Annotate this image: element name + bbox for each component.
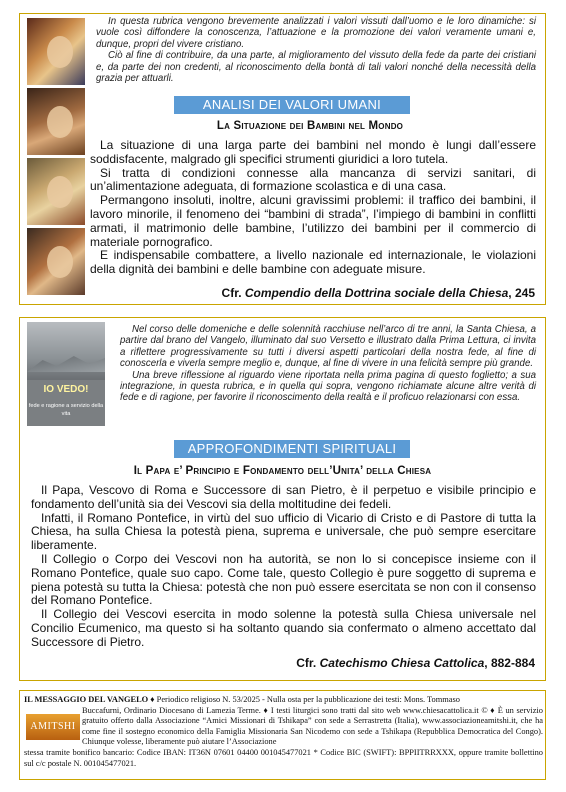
section-analisi-valori [19,13,546,305]
article-title: La Situazione dei Bambini nel Mondo [216,120,404,132]
citation-ref: , 245 [508,286,535,300]
body-paragraph: Si tratta di condizioni connesse alla mancanza di servizi sanitari, di un’alimentazione adeguata, di formazione scolastica e di una casa. [90,165,536,194]
intro-paragraph: Nel corso delle domeniche e delle solennità racchiuse nell’arco di tre anni, la Santa Chiesa, a partire dal brano del Vangelo, illuminato dal suo Versetto e illustrato dalla Prima Lettura, ci invita a riflettere progressivamente su tutti i diversi aspetti particolari della nostra fede, al fine di conoscerla e viverla sempre meglio e, dunque, al fine di vivere in una felicità sempre più grande. [120,324,536,370]
publication-name: IL MESSAGGIO DEL VANGELO [24,695,149,704]
footer-text: IL MESSAGGIO DEL VANGELO ♦ Periodico religioso N. 53/2025 - Nulla osta per la pubblicazione dei testi: Mons. Tommaso Buccafurni, Ordinario Diocesano di Lamezia Terme. ♦ I testi liturgici sono tratti dal sito web www.chiesacattolica.it © ♦ È un servizio gratuito offerto dalla Associazione “Amici Missionari di Tshikapa” con sede a Serrastretta (Italia), www.associazioneamitshi.it, che ha come fine il sostegno economico della Famiglia Missionaria San Nicodemo con sede a Tshikapa (Repubblica Democratica del Congo). Chiunque volesse, liberamente può aiutare l’Associazione stessa tramite bonifico bancario: Codice IBAN: IT36N 07601 04400 001045477021 * Codice BIC (SWIFT): BPPIITRRXXX, oppure tramite bollettino sul c/c postale N. 001045477021. [24,695,543,768]
body-paragraph: Il Papa, Vescovo di Roma e Successore di san Pietro, è il perpetuo e visibile principio e fondamento dell’unità sia dei Vescovi sia della moltitudine dei fedeli. [31,483,536,511]
section-banner: APPROFONDIMENTI SPIRITUALI [174,440,410,458]
section-approfondimenti [19,317,546,681]
intro-paragraph: Ciò al fine di contribuire, da una parte, al miglioramento del vissuto della fede da parte dei cristiani e, da parte dei non credenti, al riconoscimento della bontà di tali valori nonché della necessità della grazia per attuarli. [96,50,536,85]
section-intro [120,324,536,404]
io-vedo-logo [27,322,105,426]
body-paragraph: E indispensabile combattere, a livello nazionale ed internazionale, le violazioni della dignità dei bambini e delle bambine con adeguate misure. [90,248,536,277]
logo-title: IO VEDO! [43,384,89,395]
citation-source: Compendio della Dottrina sociale della Chiesa [244,286,509,300]
intro-paragraph: Una breve riflessione al riguardo viene riportata nella prima pagina di questo foglietto; a sua integrazione, in questa rubrica, e in quella qui sopra, vengono richiamate alcune altre verità di fede e di ragione, per favorire il riconoscimento della realtà e il proficuo relazionarsi con essa. [120,369,536,404]
body-paragraph: Permangono insoluti, inoltre, alcuni gravissimi problemi: il traffico dei bambini, il lavoro minorile, il fenomeno dei “bambini di strada”, l’impiego di bambini in conflitti armati, il matrimonio delle bambine, l’utilizzo dei bambini per il commercio di materiale pornografico. [90,193,536,249]
citation-ref: , 882-884 [484,656,535,670]
citation: Cfr. Compendio della Dottrina sociale della Chiesa, 245 [221,286,535,300]
footer-box [19,690,546,780]
portrait-image [27,228,85,295]
portrait-image [27,88,85,155]
logo-text: AMITSHI [30,721,76,732]
logo-subtitle: fede e ragione a servizio della vita [28,403,104,417]
body-paragraph: La situazione di una larga parte dei bambini nel mondo è lungi dall’essere soddisfacente, malgrado gli specifici strumenti giuridici a loro tutela. [90,138,536,166]
article-body [31,484,536,650]
citation: Cfr. Catechismo Chiesa Cattolica, 882-884 [296,656,535,670]
section-intro [96,16,536,84]
portrait-column [27,18,85,298]
section-banner: ANALISI DEI VALORI UMANI [174,96,410,114]
portrait-image [27,18,85,85]
intro-paragraph: In questa rubrica vengono brevemente analizzati i valori vissuti dall’uomo e le loro dinamiche: si vuole così diffondere la conoscenza, l’attuazione e la promozione dei valori veramente umani e, dunque, propri del vivere cristiano. [96,16,536,50]
portrait-image [27,158,85,225]
body-paragraph: Infatti, il Romano Pontefice, in virtù del suo ufficio di Vicario di Cristo e di Pastore di tutta la Chiesa, ha sulla Chiesa la potestà piena, suprema e universale, che può sempre esercitare liberamente. [31,510,536,553]
citation-source: Catechismo Chiesa Cattolica [319,656,485,670]
body-paragraph: Il Collegio dei Vescovi esercita in modo solenne la potestà sulla Chiesa universale nel Concilio Ecumenico, ma questo si ha soltanto quando sia confermato o almeno accettato dal Successore di Pietro. [31,607,536,649]
article-body [90,139,536,277]
body-paragraph: Il Collegio o Corpo dei Vescovi non ha autorità, se non lo si concepisce insieme con il Romano Pontefice, quale suo capo. Come tale, questo Collegio è pure soggetto di suprema e piena potestà su tutta la Chiesa: potestà che non può essere esercitata se non con il consenso del Romano Pontefice. [31,551,536,608]
article-title: Il Papa e’ Principio e Fondamento dell’Unita’ della Chiesa [133,465,432,477]
